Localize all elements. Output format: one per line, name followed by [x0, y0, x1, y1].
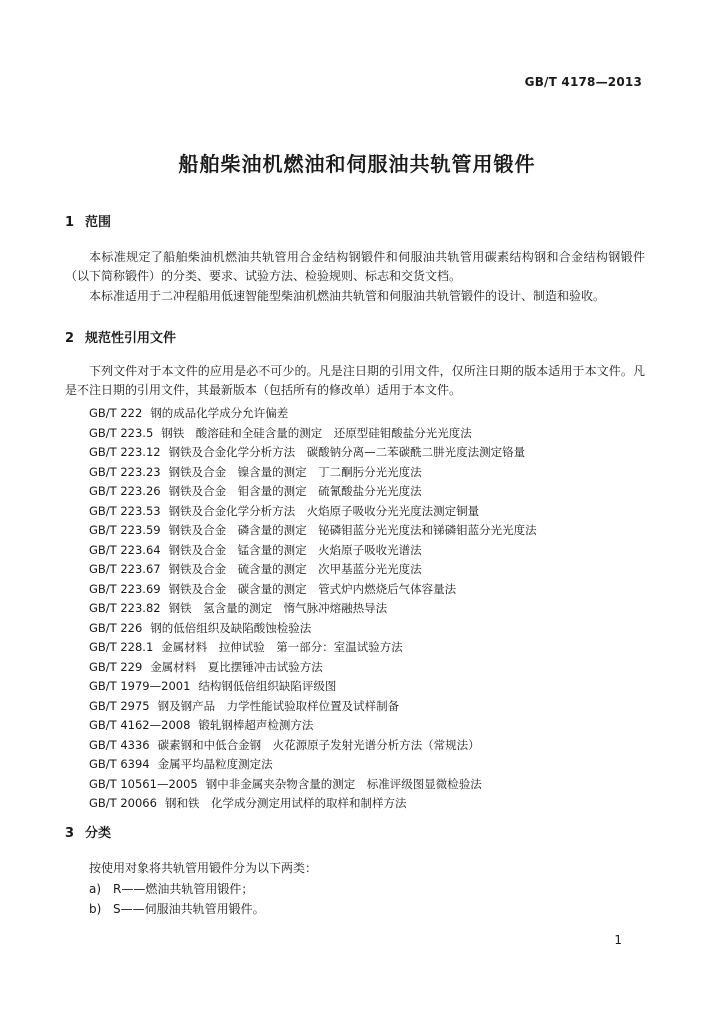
list-marker: a)	[89, 882, 102, 896]
classification-intro: 按使用对象将共轨管用锻件分为以下两类：	[89, 861, 318, 875]
standard-code: GB/T 4178—2013	[524, 75, 642, 89]
reference-code: GB/T 6394	[89, 757, 150, 771]
section-2-heading	[65, 327, 176, 346]
reference-title: 钢铁 氢含量的测定 惰气脉冲熔融热导法	[168, 601, 388, 615]
reference-item	[89, 619, 537, 639]
reference-item	[89, 794, 537, 814]
reference-title: 钢铁及合金 硫含量的测定 次甲基蓝分光光度法	[168, 562, 422, 576]
reference-code: GB/T 4336	[89, 737, 150, 752]
reference-code: GB/T 226	[89, 620, 143, 635]
reference-code: GB/T 10561—2005	[89, 776, 198, 791]
reference-title: 金属平均晶粒度测定法	[157, 757, 273, 771]
page-number: 1	[614, 933, 622, 947]
reference-code: GB/T 223.82	[89, 601, 161, 615]
reference-title: 钢铁及合金 碳含量的测定 管式炉内燃烧后气体容量法	[168, 581, 457, 596]
reference-code: GB/T 223.12	[89, 445, 161, 459]
reference-code: GB/T 223.26	[89, 484, 161, 498]
reference-item	[89, 755, 537, 775]
section-number: 1	[65, 215, 75, 230]
reference-code: GB/T 229	[89, 659, 143, 674]
classification-list	[89, 879, 265, 919]
classification-item	[89, 879, 265, 899]
section-title: 范围	[85, 215, 112, 230]
reference-item	[89, 482, 537, 502]
reference-title: 钢中非金属夹杂物含量的测定 标准评级图显微检验法	[205, 776, 482, 791]
reference-item	[89, 521, 537, 541]
reference-title: 碳素钢和中低合金钢 火花源原子发射光谱分析方法（常规法）	[157, 737, 480, 752]
normative-reference-list	[89, 404, 537, 814]
reference-code: GB/T 2975	[89, 698, 150, 713]
reference-item	[89, 697, 537, 717]
reference-title: 锻轧钢棒超声检测方法	[198, 718, 314, 732]
reference-item	[89, 541, 537, 561]
reference-code: GB/T 223.59	[89, 523, 161, 537]
reference-title: 钢铁及合金 磷含量的测定 铋磷钼蓝分光光度法和锑磷钼蓝分光光度法	[168, 523, 537, 537]
reference-title: 钢的成品化学成分允许偏差	[150, 406, 289, 420]
reference-title: 钢铁及合金化学分析方法 碳酸钠分离—二苯碳酰二肼光度法测定铬量	[168, 445, 526, 459]
reference-title: 钢铁及合金 锰含量的测定 火焰原子吸收光谱法	[168, 542, 422, 557]
classification-text: R——燃油共轨管用锻件；	[113, 882, 254, 896]
reference-code: GB/T 20066	[89, 796, 157, 810]
reference-item	[89, 677, 537, 697]
section-number: 3	[65, 826, 75, 841]
list-marker: b)	[89, 902, 102, 916]
section-1-paragraph-1: 本标准规定了船舶柴油机燃油共轨管用合金结构钢锻件和伺服油共轨管用碳素结构钢和合金结构钢锻件（以下简称锻件）的分类、要求、试验方法、检验规则、标志和交货文档。	[65, 250, 645, 283]
reference-title: 钢铁及合金 钼含量的测定 硫氰酸盐分光光度法	[168, 484, 422, 498]
reference-item	[89, 716, 537, 736]
reference-item	[89, 443, 537, 463]
reference-title: 钢及钢产品 力学性能试验取样位置及试样制备	[157, 698, 400, 713]
reference-code: GB/T 228.1	[89, 640, 154, 654]
reference-title: 钢铁及合金 镍含量的测定 丁二酮肟分光光度法	[168, 464, 422, 479]
section-title: 规范性引用文件	[85, 331, 177, 346]
classification-text: S——伺服油共轨管用锻件。	[113, 902, 265, 916]
section-2-intro: 下列文件对于本文件的应用是必不可少的。凡是注日期的引用文件，仅所注日期的版本适用于本文件。凡是不注日期的引用文件，其最新版本（包括所有的修改单）适用于本文件。	[65, 364, 645, 397]
reference-item	[89, 424, 537, 444]
reference-code: GB/T 223.64	[89, 542, 161, 557]
reference-item	[89, 658, 537, 678]
section-3-heading	[65, 822, 111, 841]
section-1-paragraph-2: 本标准适用于二冲程船用低速智能型柴油机燃油共轨管和伺服油共轨管锻件的设计、制造和验收。	[89, 289, 606, 303]
reference-code: GB/T 223.53	[89, 503, 161, 518]
reference-item	[89, 736, 537, 756]
reference-title: 钢和铁 化学成分测定用试样的取样和制样方法	[164, 796, 407, 810]
reference-item	[89, 599, 537, 619]
reference-title: 钢铁 酸溶硅和全硅含量的测定 还原型硅钼酸盐分光光度法	[161, 425, 472, 440]
reference-code: GB/T 223.67	[89, 562, 161, 576]
reference-code: GB/T 1979—2001	[89, 679, 191, 693]
document-title: 船舶柴油机燃油和伺服油共轨管用锻件	[178, 152, 536, 176]
reference-title: 钢铁及合金化学分析方法 火焰原子吸收分光光度法测定铜量	[168, 503, 480, 518]
reference-code: GB/T 223.5	[89, 425, 154, 440]
reference-title: 金属材料 拉伸试验 第一部分：室温试验方法	[161, 640, 403, 654]
reference-item	[89, 638, 537, 658]
section-1-heading	[65, 211, 111, 230]
reference-item	[89, 560, 537, 580]
reference-item	[89, 502, 537, 522]
section-number: 2	[65, 331, 75, 346]
reference-code: GB/T 4162—2008	[89, 718, 191, 732]
reference-title: 钢的低倍组织及缺陷酸蚀检验法	[150, 620, 312, 635]
reference-code: GB/T 223.69	[89, 581, 161, 596]
reference-code: GB/T 222	[89, 406, 143, 420]
classification-item	[89, 899, 265, 919]
reference-item	[89, 404, 537, 424]
section-title: 分类	[85, 826, 112, 841]
reference-title: 结构钢低倍组织缺陷评级图	[198, 679, 337, 693]
reference-item	[89, 463, 537, 483]
reference-code: GB/T 223.23	[89, 464, 161, 479]
reference-item	[89, 580, 537, 600]
reference-title: 金属材料 夏比摆锤冲击试验方法	[150, 659, 323, 674]
reference-item	[89, 775, 537, 795]
